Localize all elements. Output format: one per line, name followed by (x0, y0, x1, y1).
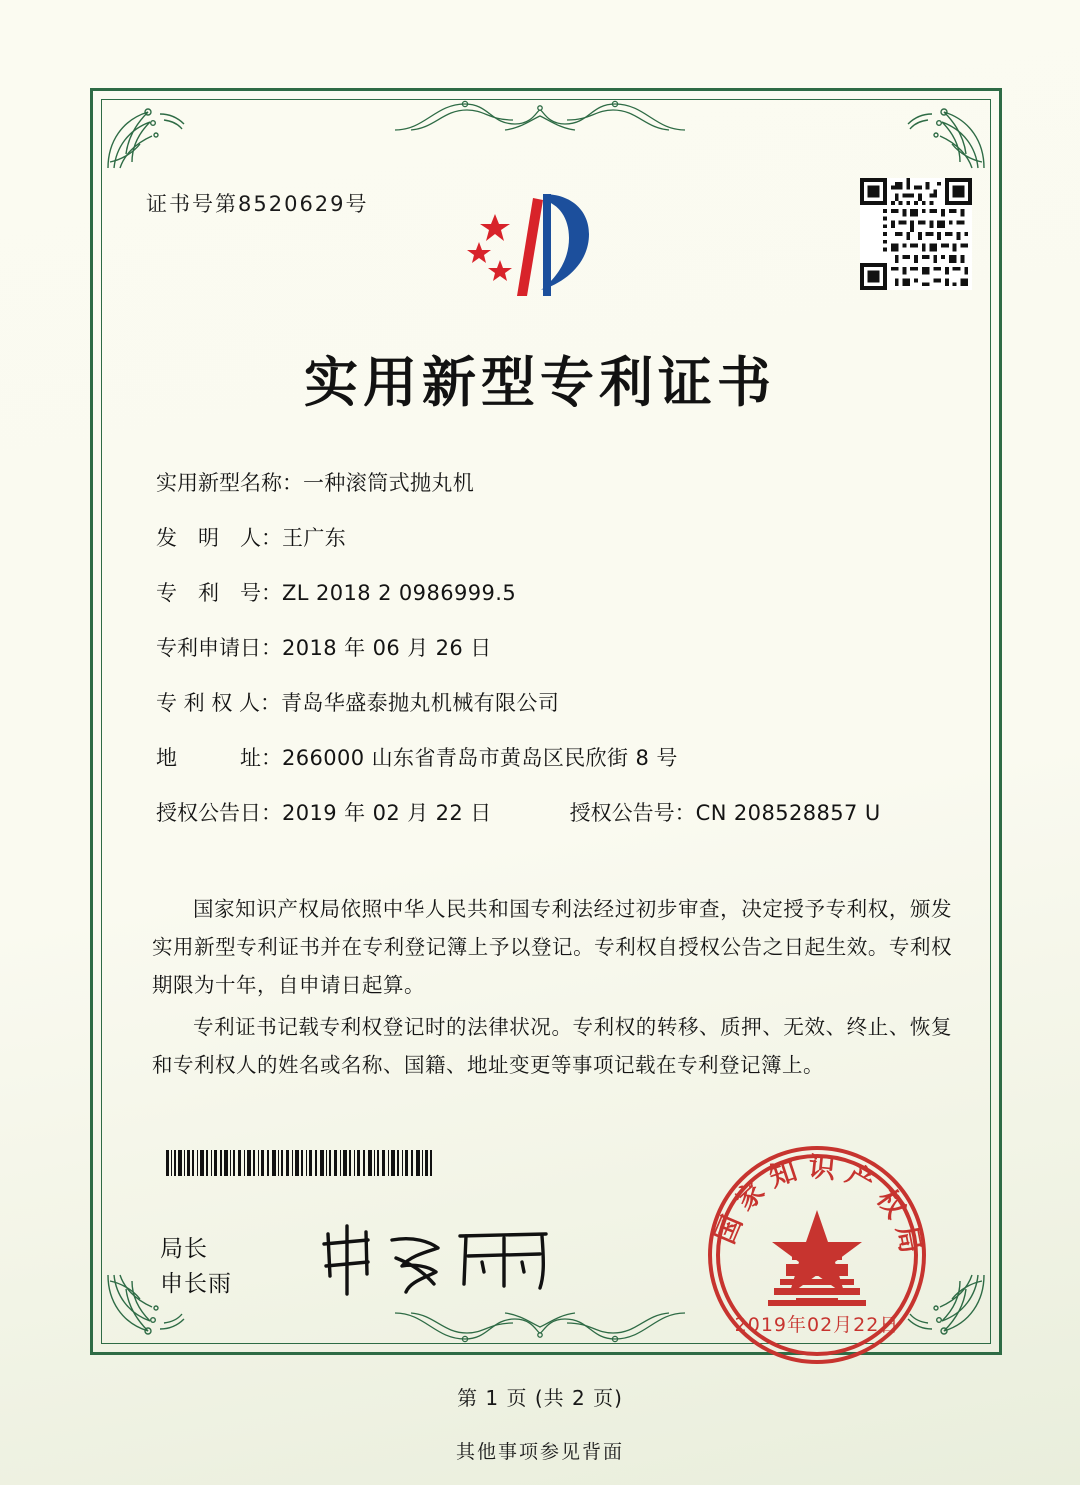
field-label: 专 利 权 人： (156, 691, 282, 715)
field-row (156, 522, 950, 552)
corner-ornament-icon (104, 102, 190, 174)
svg-text:国家知识产权局: 国家知识产权局 (709, 1151, 928, 1265)
page-number: 第 1 页 (共 2 页) (457, 1386, 623, 1410)
field-row (156, 467, 950, 497)
announcement-date-label: 授权公告日： (156, 801, 282, 825)
signature-name: 申长雨 (160, 1271, 232, 1297)
field-label: 实用新型名称： (156, 471, 303, 495)
top-flourish-icon (385, 90, 695, 136)
barcode-icon (166, 1150, 434, 1176)
field-row (156, 632, 950, 662)
signature-block (160, 1232, 232, 1302)
qr-code-icon (860, 178, 972, 290)
field-row (156, 577, 950, 607)
announcement-number-label: 授权公告号： (569, 801, 696, 825)
signature-role: 局长 (160, 1236, 208, 1262)
field-row (156, 687, 950, 717)
handwritten-signature-icon (310, 1222, 560, 1302)
seal-date: 2019年02月22日 (734, 1314, 900, 1336)
field-value: 王广东 (282, 526, 347, 550)
legal-text (152, 890, 952, 1088)
cnipa-logo-icon (455, 178, 625, 303)
announcement-number-value: CN 208528857 U (695, 801, 881, 825)
announcement-date-value: 2019 年 02 月 22 日 (282, 801, 492, 825)
field-label: 专 利 号： (156, 581, 282, 605)
field-value: 266000 山东省青岛市黄岛区民欣街 8 号 (282, 746, 678, 770)
paragraph-1: 国家知识产权局依照中华人民共和国专利法经过初步审查，决定授予专利权，颁发实用新型专利证书并在专利登记簿上予以登记。专利权自授权公告之日起生效。专利权期限为十年，自申请日起算。 (152, 897, 952, 997)
bottom-flourish-icon (385, 1307, 695, 1353)
field-value: ZL 2018 2 0986999.5 (282, 581, 517, 605)
announcement-row (156, 797, 950, 827)
corner-ornament-icon (902, 102, 988, 174)
paragraph-2: 专利证书记载专利权登记时的法律状况。专利权的转移、质押、无效、终止、恢复和专利权人的姓名或名称、国籍、地址变更等事项记载在专利登记簿上。 (152, 1015, 952, 1077)
field-value: 2018 年 06 月 26 日 (282, 636, 492, 660)
field-label: 专利申请日： (156, 636, 282, 660)
page-title: 实用新型专利证书 (304, 351, 776, 414)
field-row (156, 742, 950, 772)
field-value: 一种滚筒式抛丸机 (303, 471, 475, 495)
field-label: 地 址： (156, 746, 282, 770)
certificate-number: 证书号第8520629号 (146, 192, 369, 216)
field-value: 青岛华盛泰抛丸机械有限公司 (281, 691, 560, 715)
field-label: 发 明 人： (156, 526, 282, 550)
field-list (156, 467, 950, 852)
footer-note: 其他事项参见背面 (455, 1441, 624, 1463)
